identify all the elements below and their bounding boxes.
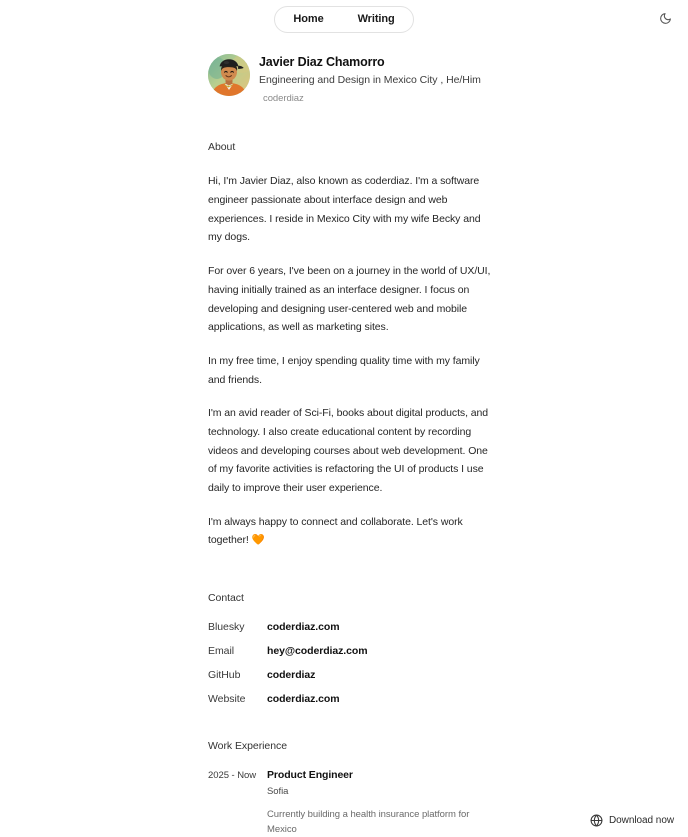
work-experience-section (208, 740, 496, 837)
work-role: Product Engineer (267, 769, 353, 782)
contact-value-link[interactable]: coderdiaz.com (267, 621, 340, 634)
avatar (208, 54, 250, 96)
work-description: Currently building a health insurance platform for Mexico (267, 808, 470, 835)
about-paragraph-closing (208, 513, 496, 550)
contact-label: Bluesky (208, 621, 245, 634)
contact-section (208, 592, 496, 705)
about-heading: About (208, 141, 236, 154)
work-experience-heading: Work Experience (208, 740, 288, 753)
download-now-button[interactable] (584, 810, 680, 831)
work-company: Sofia (267, 785, 289, 797)
contact-label: Email (208, 645, 235, 658)
contact-value-link[interactable]: coderdiaz (267, 669, 316, 682)
contact-row-email (208, 645, 496, 657)
nav-link-writing[interactable]: Writing (357, 12, 395, 25)
profile-header (208, 54, 496, 106)
globe-icon (590, 814, 603, 827)
download-now-label: Download now (609, 815, 674, 826)
nav-pill (274, 6, 413, 33)
moon-icon (659, 12, 672, 25)
contact-heading: Contact (208, 592, 244, 605)
contact-row-github (208, 669, 496, 681)
about-paragraph: In my free time, I enjoy spending quality time with my family and friends. (208, 354, 480, 386)
page-content (208, 38, 496, 837)
nav-link-home[interactable]: Home (293, 12, 324, 25)
top-navigation-bar (0, 0, 688, 38)
work-experience-entry (208, 769, 496, 837)
profile-handle-link[interactable] (263, 93, 304, 104)
contact-label: GitHub (208, 669, 241, 682)
work-experience-list (208, 769, 496, 837)
profile-tagline: Engineering and Design in Mexico City , He/Him (259, 73, 481, 86)
theme-toggle-button[interactable] (655, 8, 675, 28)
contact-row-bluesky (208, 621, 496, 633)
work-period: 2025 - Now (208, 770, 257, 782)
contact-value-link[interactable]: hey@coderdiaz.com (267, 645, 368, 658)
about-body (208, 172, 496, 550)
about-closing-text: I'm always happy to connect and collaborate. Let's work together! (208, 515, 463, 547)
orange-heart-icon: 🧡 (251, 534, 265, 547)
about-paragraph: I'm an avid reader of Sci-Fi, books about digital products, and technology. I also create educational content by recording videos and developing courses about web development. One of my favorite activities is refactoring the UI of products I use daily to improve their user experience. (208, 407, 489, 494)
contact-row-website (208, 693, 496, 705)
profile-handle-label: coderdiaz (263, 93, 304, 105)
about-section (208, 141, 496, 550)
contact-label: Website (208, 693, 246, 706)
about-paragraph: Hi, I'm Javier Diaz, also known as coderdiaz. I'm a software engineer passionate about interface design and web experiences. I reside in Mexico City with my wife Becky and my dogs. (208, 175, 481, 244)
page-title: Javier Diaz Chamorro (259, 55, 385, 69)
profile-text-block (259, 54, 481, 106)
contact-list (208, 621, 496, 705)
contact-value-link[interactable]: coderdiaz.com (267, 693, 340, 706)
work-details (267, 769, 496, 837)
avatar-illustration (208, 54, 250, 96)
about-paragraph: For over 6 years, I've been on a journey in the world of UX/UI, having initially trained as an interface designer. I focus on developing and designing user-centered web and mobile applications, as well as marketing sites. (208, 265, 491, 334)
